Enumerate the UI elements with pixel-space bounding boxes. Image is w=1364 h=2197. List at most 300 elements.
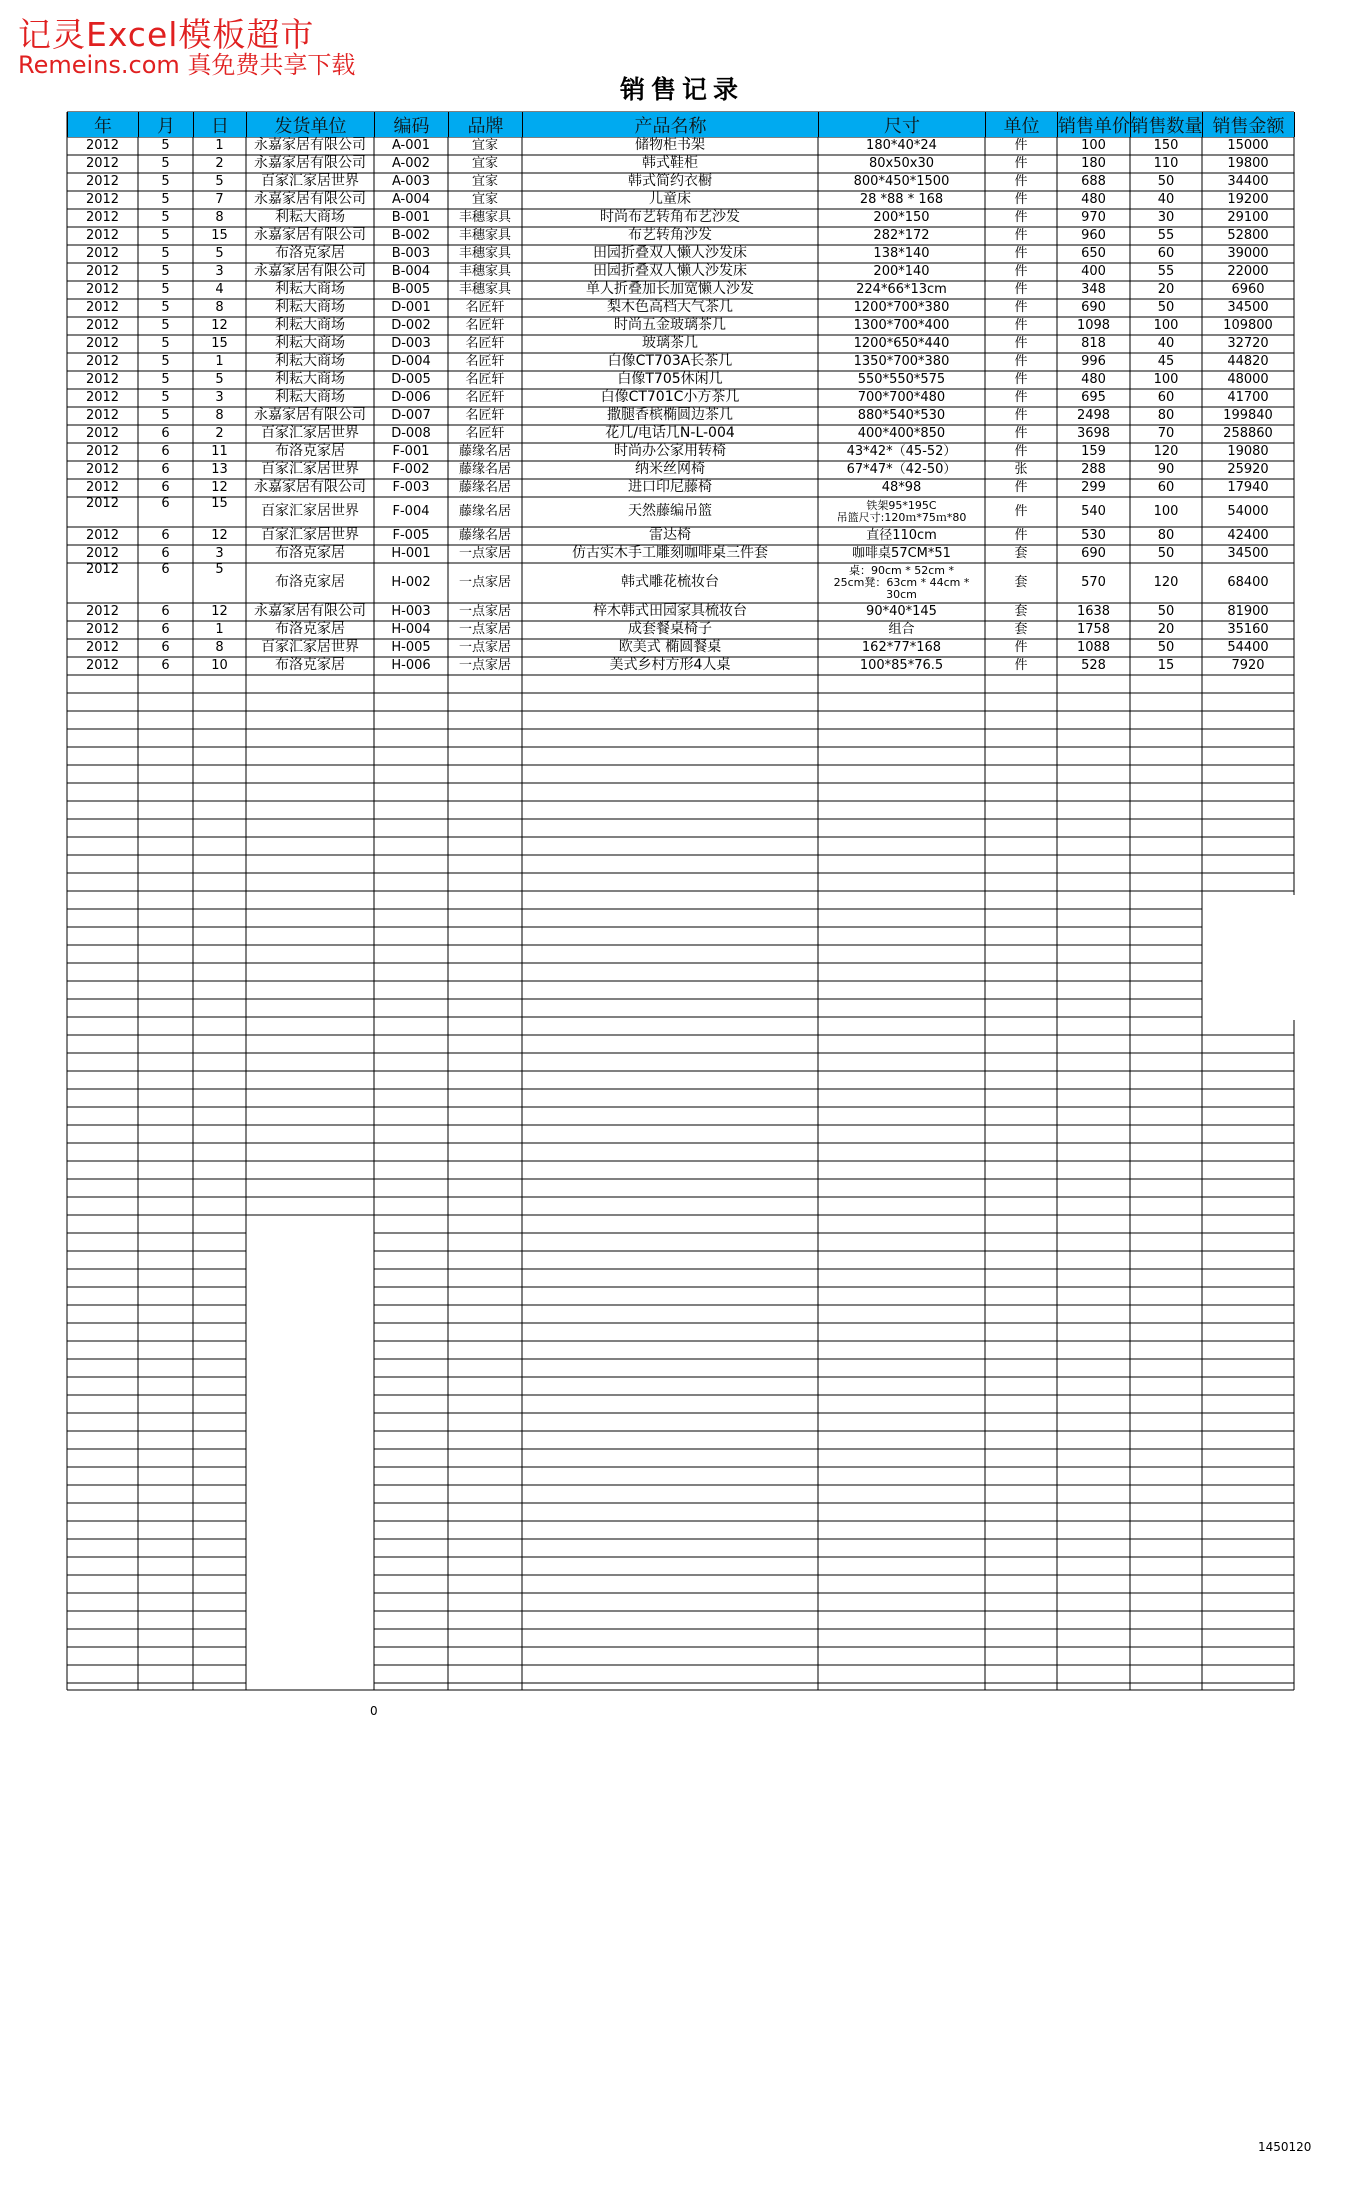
table-cell: 67*47*（42-50） [846,461,957,477]
table-cell: 5 [161,371,170,387]
table-cell: 件 [1014,173,1028,189]
table-cell: H-006 [391,657,431,673]
table-cell: 藤缘名居 [458,479,511,495]
table-cell: 件 [1014,443,1028,459]
table-cell: 30 [1157,209,1175,225]
table-cell: 1 [215,137,224,153]
table-cell: 1088 [1076,639,1111,655]
table-cell: 藤缘名居 [458,443,511,459]
table-cell: 15 [211,227,228,243]
table-cell: 韩式鞋柜 [642,155,698,172]
table-cell: 藤缘名居 [458,527,511,543]
table-cell: 5 [161,335,170,351]
table-cell: 5 [161,173,170,189]
table-cell: 299 [1081,479,1106,495]
table-cell: 200*140 [873,263,930,279]
table-cell: 布艺转角沙发 [628,227,712,244]
table-cell: 丰穗家具 [458,227,511,243]
table-cell: 宜家 [471,137,498,153]
table-cell: 梨木色高档大气茶几 [607,299,733,316]
table-cell: 2012 [85,545,120,561]
table-cell: 2012 [85,299,120,315]
table-cell: 永嘉家居有限公司 [254,155,366,172]
table-cell: 41700 [1227,389,1269,405]
table-cell: 2012 [85,173,120,189]
table-cell: 15000 [1227,137,1269,153]
table-cell: 180 [1081,155,1106,171]
table-cell: D-002 [391,317,431,333]
table-cell: 白像CT701C小方茶几 [600,389,740,406]
table-cell: 百家汇家居世界 [261,503,359,520]
table-cell: 时尚办公家用转椅 [614,443,726,460]
table-cell: 2012 [85,621,120,637]
table-cell: 1758 [1076,621,1111,637]
column-header: 尺寸 [818,112,986,137]
table-cell: 张 [1014,461,1028,477]
table-cell: 8 [215,299,224,315]
table-cell: 258860 [1223,425,1273,441]
table-cell: 5 [161,191,170,207]
table-cell: 利耘大商场 [275,281,345,298]
table-cell: 12 [211,479,228,495]
table-cell: 200*150 [873,209,930,225]
table-cell: 50 [1157,603,1175,619]
table-cell: 4 [215,281,224,297]
table-cell: 400 [1081,263,1106,279]
table-cell: 5 [161,137,170,153]
table-cell: 5 [215,563,224,577]
table-cell: 109800 [1223,317,1273,333]
table-cell: 348 [1081,281,1106,297]
table-cell: 3 [215,545,224,561]
table-cell: 3 [215,263,224,279]
column-header: 单位 [985,112,1058,137]
table-cell: 700*700*480 [857,389,946,405]
table-cell: 白像T705休闲几 [617,371,723,388]
table-cell: 件 [1014,155,1028,171]
table-cell: 件 [1014,317,1028,333]
table-cell: 件 [1014,479,1028,495]
table-cell: 件 [1014,227,1028,243]
table-cell: 2012 [85,497,120,511]
table-cell: 天然藤编吊篮 [628,503,712,520]
table-cell: 5 [161,245,170,261]
table-cell: 100 [1153,503,1179,519]
table-cell: 800*450*1500 [853,173,950,189]
table-cell: 90*40*145 [866,603,937,619]
table-cell: 单人折叠加长加宽懒人沙发 [586,281,754,298]
column-header: 销售金额 [1202,112,1295,137]
table-cell: 17940 [1227,479,1269,495]
table-cell: B-003 [391,245,431,261]
table-cell: 100*85*76.5 [859,657,944,673]
table-cell: 百家汇家居世界 [261,425,359,442]
table-cell: 利耘大商场 [275,371,345,388]
table-cell: 名匠轩 [465,335,505,351]
column-header: 品牌 [448,112,523,137]
table-cell: 6 [161,603,170,619]
table-cell: D-003 [391,335,431,351]
table-cell: 5 [215,245,224,261]
table-cell: B-001 [391,209,431,225]
table-cell: 6 [161,639,170,655]
table-cell: 1350*700*380 [853,353,950,369]
table-cell: 60 [1157,479,1175,495]
table-cell: H-002 [391,574,431,590]
table-cell: 件 [1014,209,1028,225]
table-cell: 52800 [1227,227,1269,243]
table-cell: 880*540*530 [857,407,946,423]
table-cell: 雷达椅 [649,527,691,544]
table-cell: B-002 [391,227,431,243]
table-cell: 81900 [1227,603,1269,619]
table-cell: 韩式简约衣橱 [628,173,712,190]
table-cell: 件 [1014,657,1028,673]
table-cell: 224*66*13cm [856,281,947,297]
table-cell: 32720 [1227,335,1269,351]
table-cell: 120 [1153,574,1179,590]
table-cell: 180*40*24 [866,137,937,153]
table-cell: 25920 [1227,461,1269,477]
table-cell: 利耘大商场 [275,209,345,226]
table-cell: 藤缘名居 [458,461,511,477]
table-cell: F-005 [392,527,430,543]
table-cell: 120 [1153,443,1179,459]
table-cell: A-001 [391,137,431,153]
table-cell: H-005 [391,639,431,655]
table-cell: 50 [1157,173,1175,189]
table-cell: 百家汇家居世界 [261,461,359,478]
table-cell: 48000 [1227,371,1269,387]
table-cell: 3 [215,389,224,405]
table-cell: 一点家居 [458,545,511,561]
table-cell: 19200 [1227,191,1269,207]
table-cell: 百家汇家居世界 [261,639,359,656]
table-cell: 530 [1081,527,1106,543]
page-number: 1450120 [1258,2140,1312,2154]
table-cell: 组合 [888,621,915,637]
table-cell: 8 [215,209,224,225]
table-cell: D-004 [391,353,431,369]
table-cell: F-001 [392,443,430,459]
table-cell: 22000 [1227,263,1269,279]
table-cell: 138*140 [873,245,930,261]
table-cell: 7920 [1231,657,1265,673]
table-cell: 2012 [85,479,120,495]
table-cell: 件 [1014,263,1028,279]
table-cell: 50 [1157,299,1175,315]
table-cell: 2012 [85,227,120,243]
table-cell: 2012 [85,527,120,543]
table-cell: 159 [1081,443,1106,459]
table-cell: 288 [1081,461,1106,477]
table-cell: 丰穗家具 [458,263,511,279]
table-cell: 480 [1081,191,1106,207]
table-cell: 一点家居 [458,657,511,673]
table-cell: 件 [1014,371,1028,387]
table-cell: 5 [161,155,170,171]
table-cell: 150 [1153,137,1179,153]
table-cell: 丰穗家具 [458,209,511,225]
table-cell: 藤缘名居 [458,503,511,519]
table-cell: 永嘉家居有限公司 [254,137,366,154]
column-header: 日 [193,112,247,137]
table-cell: 2012 [85,657,120,673]
table-cell: 6 [161,497,170,511]
table-cell: 40 [1157,191,1175,207]
table-cell: 件 [1014,503,1028,519]
table-cell: 名匠轩 [465,317,505,333]
table-cell: 一点家居 [458,639,511,655]
table-cell: 2 [215,425,224,441]
table-cell: 34400 [1227,173,1269,189]
table-cell: 2012 [85,281,120,297]
table-cell: 件 [1014,299,1028,315]
table-cell: 花几/电话几N-L-004 [605,425,735,442]
table-cell: 15 [211,497,228,511]
table-cell: 970 [1081,209,1106,225]
table-cell: 162*77*168 [861,639,942,655]
table-cell: 名匠轩 [465,353,505,369]
table-cell: 件 [1014,639,1028,655]
table-cell: 6 [161,425,170,441]
table-cell: 12 [211,317,228,333]
table-cell: 199840 [1223,407,1273,423]
table-cell: 件 [1014,245,1028,261]
table-cell: 54400 [1227,639,1269,655]
table-cell: 28 *88 * 168 [859,191,944,207]
table-cell: 80 [1157,407,1175,423]
table-cell: D-006 [391,389,431,405]
table-cell: 2012 [85,335,120,351]
table-cell: F-003 [392,479,430,495]
table-cell: 5 [161,263,170,279]
table-cell: 布洛克家居 [275,574,345,591]
table-cell: 百家汇家居世界 [261,173,359,190]
brand-line-2: Remeins.com 真免费共享下载 [18,50,356,79]
table-cell: 2012 [85,639,120,655]
table-cell: 件 [1014,425,1028,441]
table-cell: 1 [215,621,224,637]
table-cell: 美式乡村方形4人桌 [609,657,731,674]
table-cell: 6 [161,479,170,495]
table-cell: 田园折叠双人懒人沙发床 [593,263,747,280]
table-cell: 5 [215,173,224,189]
table-cell: 名匠轩 [465,389,505,405]
table-cell: 282*172 [873,227,930,243]
table-cell: 1 [215,353,224,369]
table-cell: A-004 [391,191,431,207]
table-cell: 2012 [85,353,120,369]
table-cell: 2012 [85,263,120,279]
table-cell: 5 [161,389,170,405]
table-cell: 玻璃茶几 [642,335,698,352]
table-cell: D-005 [391,371,431,387]
table-cell: 48*98 [881,479,922,495]
table-cell: 利耘大商场 [275,335,345,352]
table-cell: F-004 [392,503,430,519]
table-cell: 19080 [1227,443,1269,459]
table-cell: 百家汇家居世界 [261,527,359,544]
table-cell: 布洛克家居 [275,621,345,638]
table-cell: 60 [1157,245,1175,261]
column-header: 销售单价 [1057,112,1131,137]
table-cell: 550*550*575 [857,371,946,387]
table-cell: 件 [1014,137,1028,153]
table-cell: 2012 [85,137,120,153]
table-cell: 铁架95*195C 吊篮尺寸:120ｍ*75ｍ*80 [836,498,967,524]
table-cell: 2012 [85,389,120,405]
table-cell: 6 [161,443,170,459]
column-header: 销售数量 [1130,112,1203,137]
table-cell: 利耘大商场 [275,353,345,370]
table-cell: 宜家 [471,191,498,207]
table-cell: 20 [1157,281,1175,297]
table-cell: 540 [1081,503,1106,519]
table-cell: F-002 [392,461,430,477]
table-cell: 直径110cm [866,527,937,543]
table-cell: 5 [161,209,170,225]
table-cell: 690 [1081,545,1106,561]
table-cell: D-008 [391,425,431,441]
table-cell: 撒腿香槟椭圆边茶几 [607,407,733,424]
table-cell: 2012 [85,191,120,207]
table-cell: 13 [211,461,228,477]
table-cell: 400*400*850 [857,425,946,441]
table-cell: 688 [1081,173,1106,189]
table-cell: H-004 [391,621,431,637]
table-cell: 件 [1014,389,1028,405]
table-cell: 1200*700*380 [853,299,950,315]
table-cell: 2012 [85,461,120,477]
column-header: 月 [138,112,194,137]
table-cell: A-002 [391,155,431,171]
table-cell: 丰穗家具 [458,281,511,297]
table-cell: 永嘉家居有限公司 [254,479,366,496]
table-cell: 1098 [1076,317,1111,333]
table-cell: 12 [211,527,228,543]
table-cell: 2012 [85,443,120,459]
table-cell: 19800 [1227,155,1269,171]
table-cell: 纳米丝网椅 [635,461,705,478]
table-cell: 6960 [1231,281,1265,297]
table-cell: 100 [1153,317,1179,333]
column-header: 编码 [374,112,449,137]
table-cell: 6 [161,461,170,477]
table-cell: 6 [161,563,170,577]
table-cell: 2012 [85,425,120,441]
table-cell: 件 [1014,191,1028,207]
table-cell: 29100 [1227,209,1269,225]
table-cell: 套 [1014,621,1028,637]
table-cell: 5 [161,281,170,297]
table-cell: 储物柜书架 [635,137,705,154]
table-cell: 70 [1157,425,1175,441]
table-cell: 件 [1014,407,1028,423]
table-cell: 一点家居 [458,574,511,590]
table-cell: 永嘉家居有限公司 [254,227,366,244]
table-cell: 布洛克家居 [275,443,345,460]
table-cell: 5 [161,227,170,243]
table-cell: 套 [1014,574,1028,590]
footer-zero-value: 0 [370,1704,378,1718]
column-header: 年 [67,112,139,137]
table-cell: 55 [1157,263,1175,279]
table-cell: 690 [1081,299,1106,315]
table-cell: 60 [1157,389,1175,405]
table-cell: 818 [1081,335,1106,351]
table-cell: 480 [1081,371,1106,387]
table-cell: 一点家居 [458,621,511,637]
table-cell: 宜家 [471,155,498,171]
table-cell: 45 [1157,353,1175,369]
table-cell: 68400 [1227,574,1269,590]
table-cell: 42400 [1227,527,1269,543]
table-cell: 件 [1014,353,1028,369]
table-cell: 丰穗家具 [458,245,511,261]
table-cell: 2498 [1076,407,1111,423]
table-cell: 1300*700*400 [853,317,950,333]
table-cell: 布洛克家居 [275,545,345,562]
table-cell: 695 [1081,389,1106,405]
table-cell: 7 [215,191,224,207]
table-cell: 成套餐桌椅子 [628,621,712,638]
table-cell: 15 [1157,657,1175,673]
table-cell: 梓木韩式田园家具梳妆台 [593,603,747,620]
table-cell: H-001 [391,545,431,561]
table-cell: 名匠轩 [465,407,505,423]
table-cell: 1638 [1076,603,1111,619]
brand-line-1: 记灵Excel模板超市 [18,15,315,54]
table-cell: 套 [1014,603,1028,619]
table-cell: 34500 [1227,299,1269,315]
column-header: 产品名称 [522,112,819,137]
table-cell: 80 [1157,527,1175,543]
table-cell: 2012 [85,155,120,171]
table-cell: D-007 [391,407,431,423]
table-cell: 110 [1153,155,1179,171]
table-cell: 50 [1157,639,1175,655]
table-cell: 永嘉家居有限公司 [254,191,366,208]
table-cell: 650 [1081,245,1106,261]
table-cell: 5 [161,299,170,315]
table-cell: 570 [1081,574,1106,590]
table-cell: 12 [211,603,228,619]
table-cell: 2012 [85,209,120,225]
table-cell: 套 [1014,545,1028,561]
table-cell: 宜家 [471,173,498,189]
table-cell: 利耘大商场 [275,389,345,406]
table-cell: 韩式雕花梳妆台 [621,574,719,591]
table-cell: 2012 [85,371,120,387]
table-cell: 一点家居 [458,603,511,619]
table-cell: 100 [1081,137,1106,153]
table-cell: 996 [1081,353,1106,369]
table-cell: 名匠轩 [465,299,505,315]
table-cell: 件 [1014,335,1028,351]
table-cell: 咖啡桌57CM*51 [852,545,951,561]
table-cell: H-003 [391,603,431,619]
table-cell: 欧美式 椭圆餐桌 [618,639,722,656]
table-cell: 桌：90cm * 52cm * 25cm凳：63cm * 44cm * 30cm [833,563,970,602]
table-cell: 进口印尼藤椅 [628,479,712,496]
table-cell: 43*42*（45-52） [846,443,957,459]
table-cell: 11 [211,443,228,459]
table-cell: 1200*650*440 [853,335,950,351]
table-cell: 5 [161,407,170,423]
table-cell: 布洛克家居 [275,657,345,674]
table-cell: 5 [161,317,170,333]
